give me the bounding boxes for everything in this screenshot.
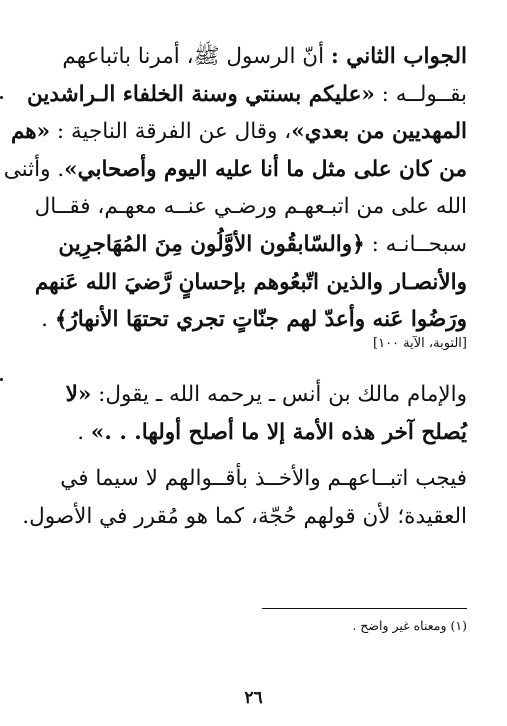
hadith-quote: «هم	[11, 119, 51, 145]
quran-verse: والأنصـار والذين اتّبعُوهم بإحسانٍ رَّضيَ الله عَنهم	[34, 269, 467, 295]
quran-verse: ﴿والسّابقُون الأوَّلُون مِنَ المُهَاجرِين	[58, 231, 365, 257]
quote: يُصلح آخر هذه الأمة إلا ما أصلح أولها. . .»	[90, 419, 467, 445]
footnote-divider	[262, 608, 467, 609]
text-line	[37, 301, 467, 339]
paragraph-second-answer	[3, 38, 467, 339]
text-line: فيجب اتبــاعهـم والأخــذ بأقــوالهم لا سيما في	[60, 466, 467, 491]
hadith-quote: «عليكم بسنتي وسنة الخلفاء الـراشدين	[27, 81, 375, 107]
hadith-quote: من كان على مثل ما أنا عليه اليوم وأصحابي»	[64, 156, 467, 182]
paragraph-conclusion	[22, 460, 467, 535]
text-run: .	[41, 307, 55, 333]
text-run: سبحــانـه :	[364, 231, 467, 257]
text-line	[11, 113, 467, 151]
text-line: العقيدة؛ لأن قولهم حُجّة، كما هو مُقرر في الأصول.	[22, 503, 467, 529]
footnote: (١) ومعناه غير واضح .	[352, 618, 467, 633]
text-run: بقــولــه :	[374, 81, 467, 107]
text-line	[37, 226, 467, 264]
quote: «لا	[65, 382, 92, 407]
text-line: الله على من اتبـعهـم ورضـي عنــه معهـم، فقــال	[34, 194, 467, 220]
page-number: ٢٦	[244, 688, 263, 708]
text-line	[37, 376, 467, 414]
verse-reference: [التوبة، الآية ١٠٠]	[373, 336, 467, 351]
text-line	[27, 76, 467, 114]
text-line	[37, 414, 467, 452]
text-run: .	[77, 419, 91, 445]
paragraph-imam-malik	[37, 376, 467, 451]
text-line	[3, 151, 467, 189]
section-heading: الجواب الثاني :	[330, 44, 467, 69]
text-run: أنّ الرسول ﷺ، أمرنا باتباعهم	[62, 44, 331, 69]
quran-verse: ورَضُوا عَنه وأعدّ لهم جنّاتٍ تجري تحتهَا الأنهارُ﴾	[54, 307, 467, 333]
text-run: والإمام مالك بن أنس ـ يرحمه الله ـ يقول:	[91, 382, 467, 407]
edge-mark	[0, 378, 3, 381]
text-run: . وأثنى	[3, 156, 65, 182]
text-run: ، وقال عن الفرقة الناجية :	[50, 119, 292, 145]
text-line	[37, 38, 467, 76]
edge-mark	[0, 96, 3, 99]
hadith-quote: المهديين من بعدي»	[291, 119, 467, 145]
